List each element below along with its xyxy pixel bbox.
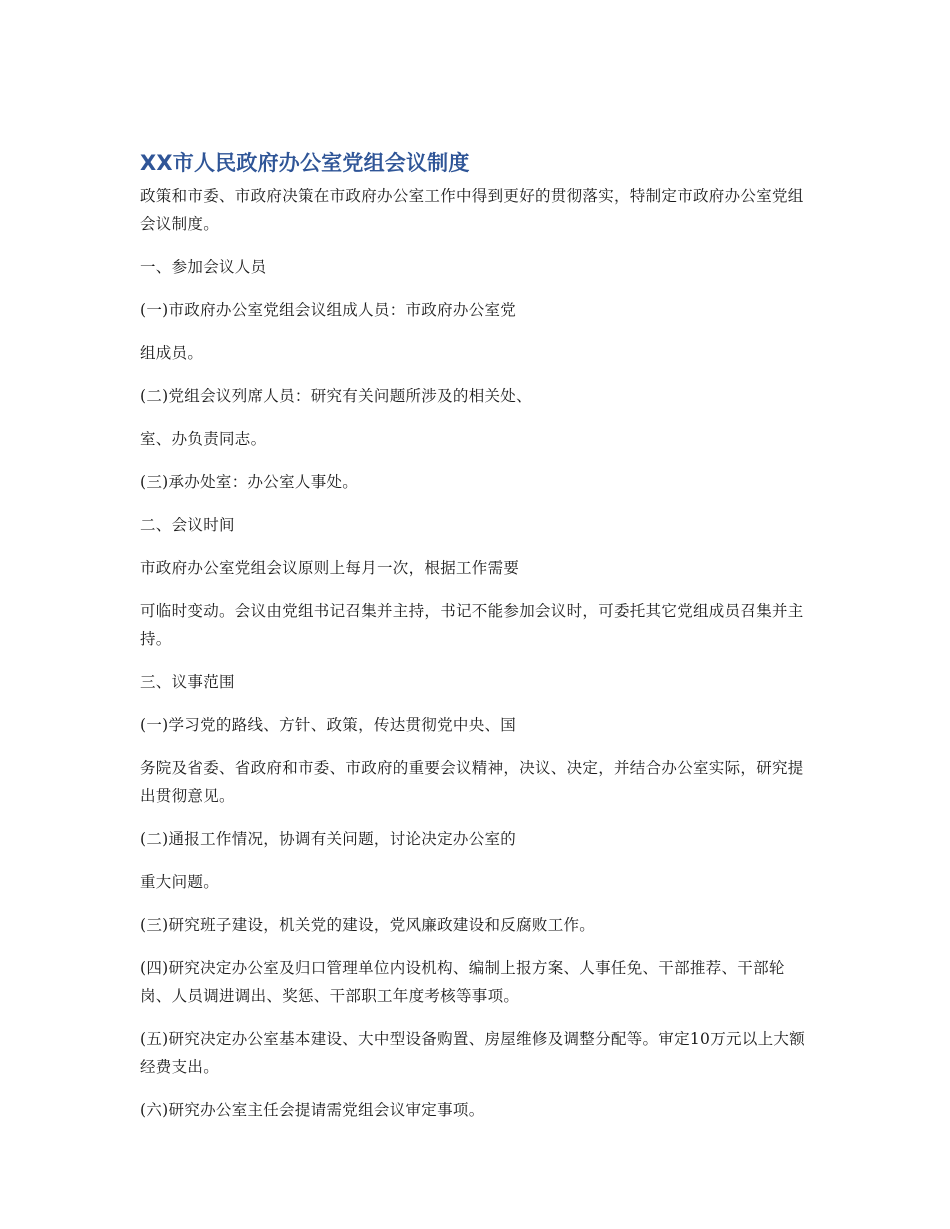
paragraph: (一)市政府办公室党组会议组成人员：市政府办公室党 (140, 301, 517, 319)
paragraph: (三)研究班子建设，机关党的建设，党风廉政建设和反腐败工作。 (140, 916, 596, 934)
paragraph: 市政府办公室党组会议原则上每月一次，根据工作需要 (140, 559, 520, 577)
paragraph: (二)党组会议列席人员：研究有关问题所涉及的相关处、 (140, 387, 532, 405)
section-heading-1: 一、参加会议人员 (140, 258, 267, 276)
paragraph: (一)学习党的路线、方针、政策，传达贯彻党中央、国 (140, 716, 517, 734)
document-page (140, 148, 812, 1139)
paragraph: (六)研究办公室主任会提请需党组会议审定事项。 (140, 1101, 485, 1119)
document-title: XX市人民政府办公室党组会议制度 (140, 151, 470, 175)
paragraph: 组成员。 (140, 344, 204, 362)
paragraph-intro: 政策和市委、市政府决策在市政府办公室工作中得到更好的贯彻落实，特制定市政府办公室党组会议制度。 (140, 187, 804, 233)
paragraph: 重大问题。 (140, 873, 220, 891)
paragraph: (三)承办处室：办公室人事处。 (140, 473, 359, 491)
paragraph: 室、办负责同志。 (140, 430, 267, 448)
paragraph: (五)研究决定办公室基本建设、大中型设备购置、房屋维修及调整分配等。审定10万元以上大额经费支出。 (140, 1030, 806, 1076)
paragraph: 可临时变动。会议由党组书记召集并主持，书记不能参加会议时，可委托其它党组成员召集并主持。 (140, 602, 804, 648)
paragraph: (四)研究决定办公室及归口管理单位内设机构、编制上报方案、人事任免、干部推荐、干部轮岗、人员调进调出、奖惩、干部职工年度考核等事项。 (140, 959, 785, 1005)
section-heading-3: 三、议事范围 (140, 673, 235, 691)
section-heading-2: 二、会议时间 (140, 516, 235, 534)
paragraph: 务院及省委、省政府和市委、市政府的重要会议精神，决议、决定，并结合办公室实际，研究提出贯彻意见。 (140, 759, 804, 805)
paragraph: (二)通报工作情况，协调有关问题，讨论决定办公室的 (140, 830, 517, 848)
